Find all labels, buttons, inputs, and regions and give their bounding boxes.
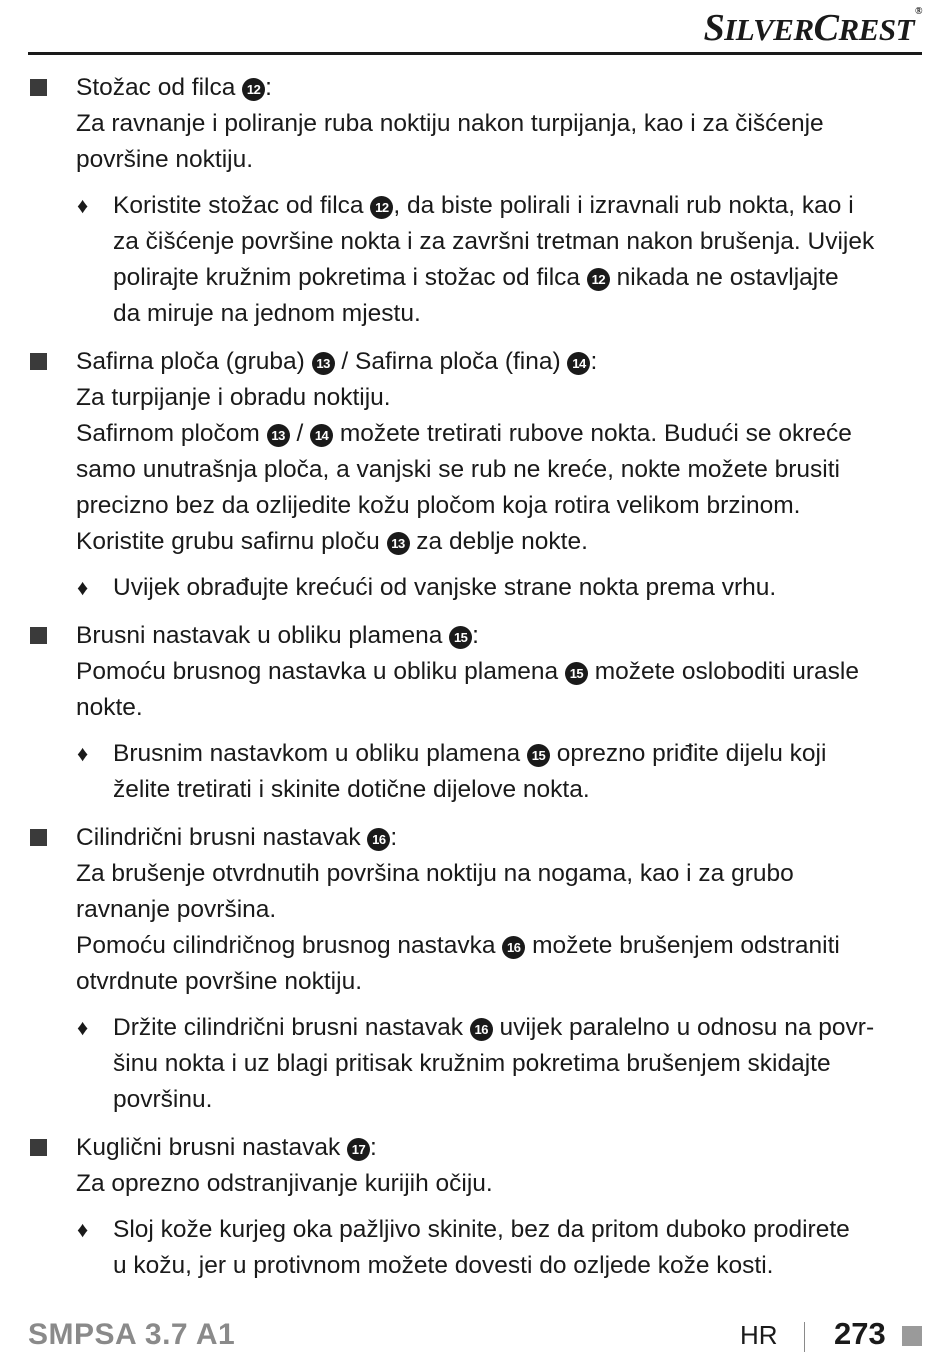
section-title: Safirna ploča (gruba) 13 / Safirna ploča (fina) 14 : xyxy=(76,348,598,375)
instruction-item xyxy=(76,1010,920,1118)
footer-model: SMPSA 3.7 A1 xyxy=(28,1318,236,1351)
instruction-line: u kožu, jer u protivnom možete dovesti do ozljede kože kosti. xyxy=(113,1252,774,1279)
instruction-line: Brusnim nastavkom u obliku plamena 15 oprezno priđite dijelu koji xyxy=(113,740,827,767)
reference-number-badge: 15 xyxy=(565,662,588,685)
page-number: 273 xyxy=(834,1316,886,1351)
instruction-line: površinu. xyxy=(113,1086,213,1113)
square-bullet-icon xyxy=(30,829,47,846)
reference-number-badge: 17 xyxy=(347,1138,370,1161)
reference-number-badge: 16 xyxy=(470,1018,493,1041)
reference-number-badge: 13 xyxy=(312,352,335,375)
section-text-line: Pomoću brusnog nastavka u obliku plamena 15 možete osloboditi urasle xyxy=(76,658,859,685)
reference-number-badge: 12 xyxy=(370,196,393,219)
section-text-line: precizno bez da ozlijedite kožu pločom koja rotira velikom brzinom. xyxy=(76,492,801,519)
section-text-line: površine noktiju. xyxy=(76,146,254,173)
diamond-bullet-icon: ♦ xyxy=(77,1015,89,1040)
section-1 xyxy=(0,344,950,606)
instruction-line: želite tretirati i skinite dotične dijelove nokta. xyxy=(113,776,590,803)
section-text-line: Za turpijanje i obradu noktiju. xyxy=(76,384,391,411)
instruction-line: Uvijek obrađujte krećući od vanjske strane nokta prema vrhu. xyxy=(113,574,777,601)
section-title: Brusni nastavak u obliku plamena 15 : xyxy=(76,622,479,649)
diamond-bullet-icon: ♦ xyxy=(77,575,89,600)
instruction-line: polirajte kružnim pokretima i stožac od filca 12 nikada ne ostavljajte xyxy=(113,264,839,291)
section-text-line: Pomoću cilindričnog brusnog nastavka 16 možete brušenjem odstraniti xyxy=(76,932,840,959)
section-text-line: samo unutrašnja ploča, a vanjski se rub ne kreće, nokte možete brusiti xyxy=(76,456,840,483)
instruction-line: šinu nokta i uz blagi pritisak kružnim pokretima brušenjem skidajte xyxy=(113,1050,831,1077)
footer-separator xyxy=(804,1322,805,1352)
section-4 xyxy=(0,1130,950,1284)
section-title: Cilindrični brusni nastavak 16 : xyxy=(76,824,398,851)
section-text-line: Za oprezno odstranjivanje kurijih očiju. xyxy=(76,1170,493,1197)
section-text-line: ravnanje površina. xyxy=(76,896,277,923)
square-bullet-icon xyxy=(30,1139,47,1156)
square-bullet-icon xyxy=(30,79,47,96)
reference-number-badge: 13 xyxy=(267,424,290,447)
section-3 xyxy=(0,820,950,1118)
section-text-line: Za brušenje otvrdnutih površina noktiju na nogama, kao i za grubo xyxy=(76,860,794,887)
reference-number-badge: 14 xyxy=(567,352,590,375)
section-text-line: otvrdnute površine noktiju. xyxy=(76,968,362,995)
instruction-item xyxy=(76,1212,920,1284)
section-text-line: nokte. xyxy=(76,694,143,721)
diamond-bullet-icon: ♦ xyxy=(77,741,89,766)
section-title: Stožac od filca 12 : xyxy=(76,74,272,101)
reference-number-badge: 12 xyxy=(242,78,265,101)
reference-number-badge: 16 xyxy=(367,828,390,851)
reference-number-badge: 14 xyxy=(310,424,333,447)
square-bullet-icon xyxy=(30,627,47,644)
reference-number-badge: 16 xyxy=(502,936,525,959)
square-bullet-icon xyxy=(30,353,47,370)
footer-language: HR xyxy=(740,1320,778,1350)
reference-number-badge: 15 xyxy=(449,626,472,649)
header-rule xyxy=(28,52,922,55)
section-text-line: Safirnom pločom 13 / 14 možete tretirati rubove nokta. Budući se okreće xyxy=(76,420,852,447)
section-title: Kuglični brusni nastavak 17 : xyxy=(76,1134,377,1161)
page-content xyxy=(0,70,950,1296)
section-text-line: Koristite grubu safirnu ploču 13 za deblje nokte. xyxy=(76,528,588,555)
section-2 xyxy=(0,618,950,808)
footer-square-icon xyxy=(902,1326,922,1346)
instruction-item xyxy=(76,188,920,332)
brand-logo: SILVERCREST® xyxy=(703,6,922,49)
instruction-line: Koristite stožac od filca 12 , da biste polirali i izravnali rub nokta, kao i xyxy=(113,192,854,219)
instruction-line: Držite cilindrični brusni nastavak 16 uvijek paralelno u odnosu na povr- xyxy=(113,1014,875,1041)
instruction-line: da miruje na jednom mjestu. xyxy=(113,300,421,327)
reference-number-badge: 15 xyxy=(527,744,550,767)
instruction-line: za čišćenje površine nokta i za završni tretman nakon brušenja. Uvijek xyxy=(113,228,875,255)
diamond-bullet-icon: ♦ xyxy=(77,193,89,218)
reference-number-badge: 13 xyxy=(387,532,410,555)
diamond-bullet-icon: ♦ xyxy=(77,1217,89,1242)
instruction-line: Sloj kože kurjeg oka pažljivo skinite, bez da pritom duboko prodirete xyxy=(113,1216,850,1243)
section-text-line: Za ravnanje i poliranje ruba noktiju nakon turpijanja, kao i za čišćenje xyxy=(76,110,824,137)
section-0 xyxy=(0,70,950,332)
reference-number-badge: 12 xyxy=(587,268,610,291)
instruction-item xyxy=(76,570,920,606)
instruction-item xyxy=(76,736,920,808)
